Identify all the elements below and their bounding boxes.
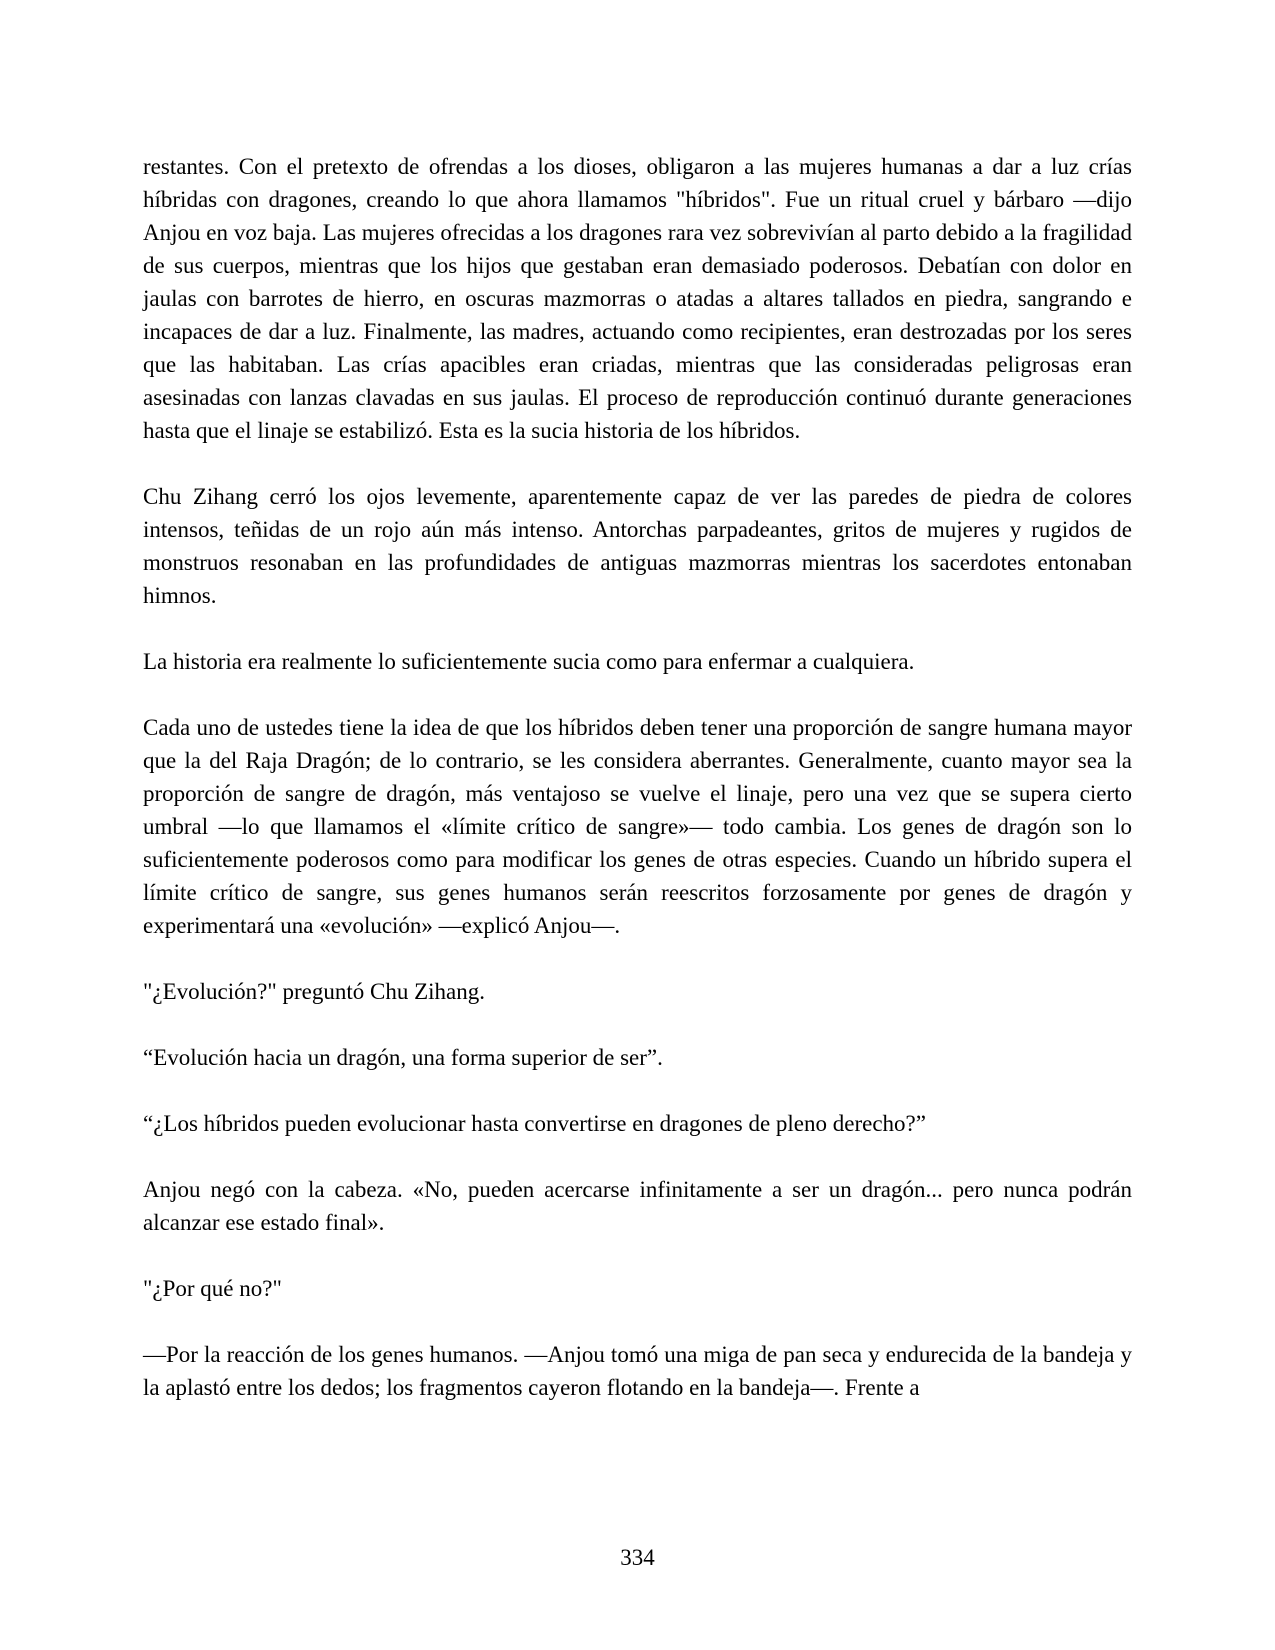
paragraph: Anjou negó con la cabeza. «No, pueden acercarse infinitamente a ser un dragón... pero nunca podrán alcanzar ese estado final». — [143, 1177, 1132, 1235]
body-text — [143, 150, 1132, 1404]
paragraph: restantes. Con el pretexto de ofrendas a los dioses, obligaron a las mujeres humanas a dar a luz crías híbridas con dragones, creando lo que ahora llamamos "híbridos". Fue un ritual cruel y bárbaro —dijo Anjou en voz baja. Las mujeres ofrecidas a los dragones rara vez sobrevivían al parto debido a la fragilidad de sus cuerpos, mientras que los hijos que gestaban eran demasiado poderosos. Debatían con dolor en jaulas con barrotes de hierro, en oscuras mazmorras o atadas a altares tallados en piedra, sangrando e incapaces de dar a luz. Finalmente, las madres, actuando como recipientes, eran destrozadas por los seres que las habitaban. Las crías apacibles eran criadas, mientras que las consideradas peligrosas eran asesinadas con lanzas clavadas en sus jaulas. El proceso de reproducción continuó durante generaciones hasta que el linaje se estabilizó. Esta es la sucia historia de los híbridos. — [143, 154, 1132, 443]
page-number: 334 — [620, 1545, 655, 1570]
paragraph: "¿Evolución?" preguntó Chu Zihang. — [143, 979, 485, 1004]
paragraph: —Por la reacción de los genes humanos. —Anjou tomó una miga de pan seca y endurecida de la bandeja y la aplastó entre los dedos; los fragmentos cayeron flotando en la bandeja—. Frente a — [143, 1342, 1132, 1400]
paragraph: "¿Por qué no?" — [143, 1276, 282, 1301]
paragraph: “¿Los híbridos pueden evolucionar hasta convertirse en dragones de pleno derecho?” — [143, 1111, 926, 1136]
paragraph: La historia era realmente lo suficientemente sucia como para enfermar a cualquiera. — [143, 649, 915, 674]
paragraph: Chu Zihang cerró los ojos levemente, aparentemente capaz de ver las paredes de piedra de colores intensos, teñidas de un rojo aún más intenso. Antorchas parpadeantes, gritos de mujeres y rugidos de monstruos resonaban en las profundidades de antiguas mazmorras mientras los sacerdotes entonaban himnos. — [143, 484, 1132, 608]
paragraph: Cada uno de ustedes tiene la idea de que los híbridos deben tener una proporción de sangre humana mayor que la del Raja Dragón; de lo contrario, se les considera aberrantes. Generalmente, cuanto mayor sea la proporción de sangre de dragón, más ventajoso se vuelve el linaje, pero una vez que se supera cierto umbral —lo que llamamos el «límite crítico de sangre»— todo cambia. Los genes de dragón son lo suficientemente poderosos como para modificar los genes de otras especies. Cuando un híbrido supera el límite crítico de sangre, sus genes humanos serán reescritos forzosamente por genes de dragón y experimentará una «evolución» —explicó Anjou—. — [143, 715, 1132, 938]
paragraph: “Evolución hacia un dragón, una forma superior de ser”. — [143, 1045, 663, 1070]
